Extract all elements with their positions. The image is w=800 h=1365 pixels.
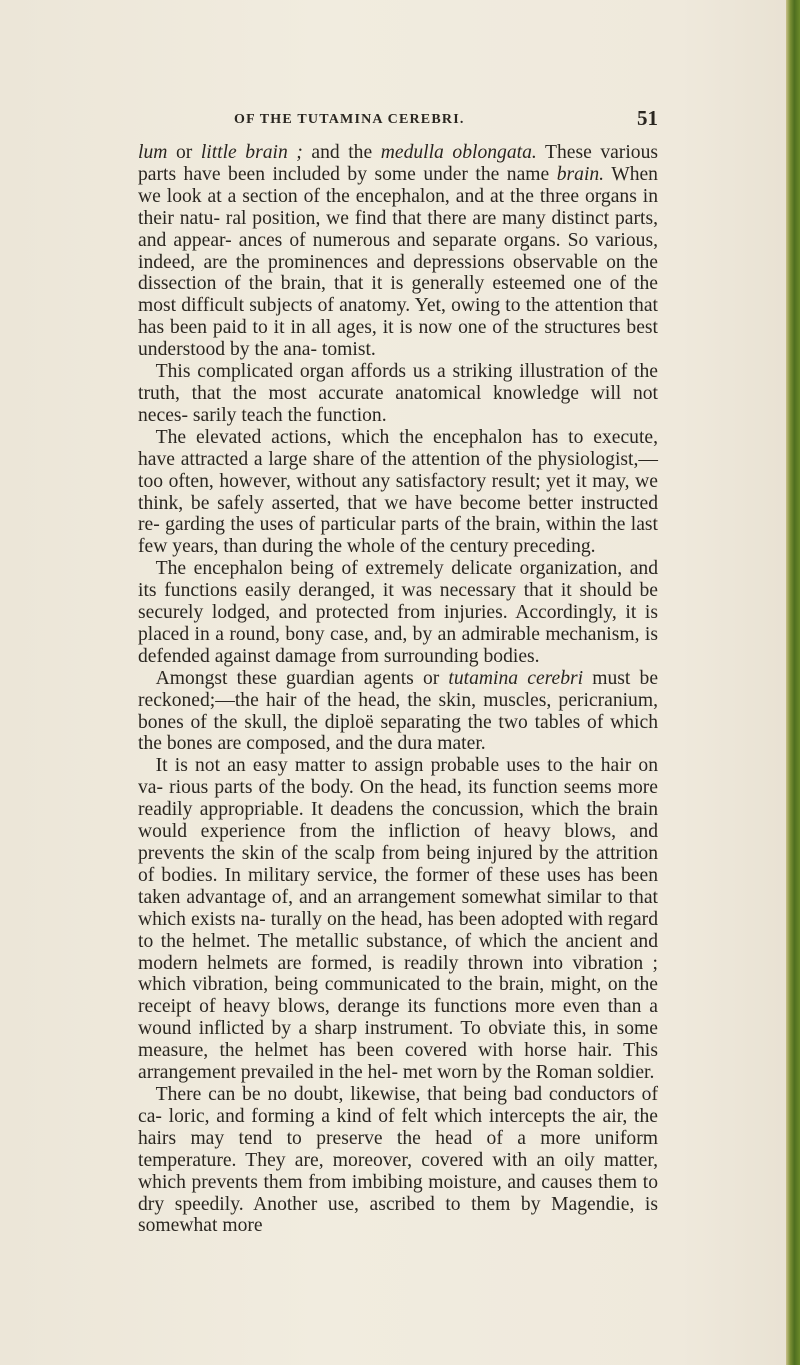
- paragraph: [138, 361, 658, 427]
- body-text: [138, 142, 658, 1237]
- text-run: and the: [302, 142, 381, 163]
- text-run: must be reckoned;—the hair of the head, the skin, muscles, pericranium, bones of the skull, the diploë separating the two tables of which the bones are composed, and the dura mater.: [138, 667, 659, 755]
- text-run: There can be no doubt, likewise, that being bad conductors of ca- loric, and forming a kind of felt which intercepts the air, the hairs may tend to preserve the head of a more uniform temperature. They are, moreover, covered with an oily matter, which prevents them from imbibing moisture, and causes them to dry speedily. Another use, ascribed to them by Magendie, is somewhat more: [138, 1083, 658, 1237]
- italic-term: tutamina cerebri: [448, 667, 584, 689]
- paragraph: [138, 1084, 658, 1237]
- italic-term: brain.: [556, 163, 605, 185]
- paragraph: [138, 558, 658, 668]
- page-number: 51: [637, 106, 658, 130]
- italic-term: little brain ;: [200, 142, 303, 163]
- book-binding-edge: [786, 0, 800, 1365]
- text-run: Amongst these guardian agents or: [155, 667, 449, 689]
- italic-term: medulla oblongata.: [380, 142, 537, 163]
- paragraph: [138, 668, 658, 756]
- text-run: When we look at a section of the encephalon, and at the three organs in their natu- ral position, we find that there are many distinct parts, and appear- ances of numerous and separate organs. So various, indeed, are the prominences and depressions observable on the dissection of the brain, that it is generally esteemed one of the most difficult subjects of anatomy. Yet, owing to the attention that has been paid to it in all ages, it is now one of the structures best understood by the ana- tomist.: [138, 163, 658, 361]
- paragraph: [138, 142, 658, 361]
- text-run: These various parts have been included by some under the name: [138, 142, 658, 185]
- running-head: OF THE TUTAMINA CEREBRI.: [234, 112, 465, 127]
- paragraph: [138, 427, 658, 558]
- page-header: [138, 108, 658, 138]
- paragraph: [138, 755, 658, 1084]
- italic-term: lum: [138, 142, 168, 163]
- text-run: It is not an easy matter to assign probable uses to the hair on va- rious parts of the body. On the head, its function seems more readily appropriable. It deadens the concussion, which the brain would experience from the infliction of heavy blows, and prevents the skin of the scalp from being injured by the attrition of bodies. In military service, the former of these uses has been taken advantage of, and an arrangement somewhat similar to that which exists na- turally on the head, has been adopted with regard to the helmet. The metallic substance, of which the ancient and modern helmets are formed, is readily thrown into vibration ; which vibration, being communicated to the brain, might, on the receipt of heavy blows, derange its functions more even than a wound inflicted by a sharp instrument. To obviate this, in some measure, the helmet has been covered with horse hair. This arrangement prevailed in the hel- met worn by the Roman soldier.: [138, 755, 658, 1084]
- text-run: or: [167, 142, 201, 163]
- text-run: This complicated organ affords us a striking illustration of the truth, that the most accurate anatomical knowledge will not neces- sarily teach the function.: [138, 361, 658, 426]
- text-run: The elevated actions, which the encephalon has to execute, have attracted a large share of the attention of the physiologist,—too often, however, without any satisfactory result; yet it may, we think, be safely asserted, that we have become better instructed re- garding the uses of particular parts of the brain, within the last few years, than during the whole of the century preceding.: [138, 426, 658, 558]
- text-run: The encephalon being of extremely delicate organization, and its functions easily deranged, it was necessary that it should be securely lodged, and protected from injuries. Accordingly, it is placed in a round, bony case, and, by an admirable mechanism, is defended against damage from surrounding bodies.: [138, 558, 658, 667]
